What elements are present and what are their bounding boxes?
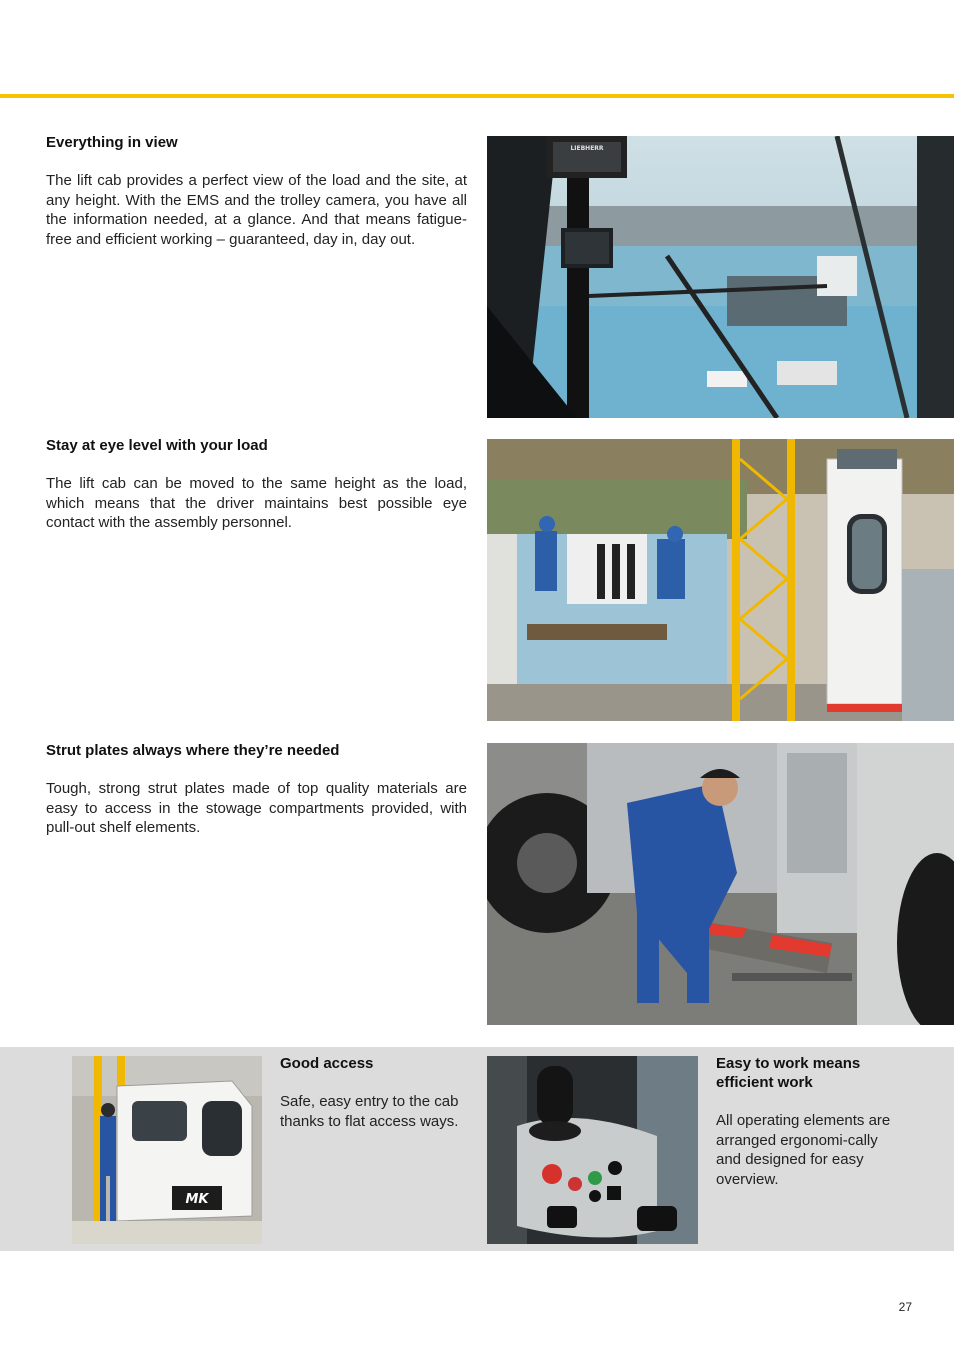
feature-easy-to-work bbox=[716, 1054, 896, 1189]
photo-eye-level-load bbox=[487, 439, 954, 721]
feature-title: Good access bbox=[280, 1055, 374, 1072]
feature-good-access bbox=[280, 1054, 470, 1131]
photo-strut-plates bbox=[487, 743, 954, 1025]
photo-operating-controls bbox=[487, 1056, 698, 1244]
section-body: Tough, strong strut plates made of top quality materials are easy to access in the stowage compartments provided, with pull-out shelf elements. bbox=[46, 780, 467, 836]
section-everything-in-view bbox=[46, 133, 467, 249]
section-eye-level bbox=[46, 436, 467, 533]
header-accent-rule bbox=[0, 94, 954, 98]
photo-cab-access bbox=[72, 1056, 262, 1244]
section-body: The lift cab provides a perfect view of the load and the site, at any height. With the EMS and the trolley camera, you have all the information needed, at a glance. And that means fatigue-free and efficient working – guaranteed, day in, day out. bbox=[46, 172, 467, 248]
cab-label-text: MK bbox=[185, 1192, 209, 1207]
page-number: 27 bbox=[898, 1300, 912, 1314]
section-body: The lift cab can be moved to the same height as the load, which means that the driver maintains best possible eye contact with the assembly personnel. bbox=[46, 475, 467, 531]
feature-body: Safe, easy entry to the cab thanks to flat access ways. bbox=[280, 1093, 459, 1130]
feature-body: All operating elements are arranged ergonomi-cally and designed for easy overview. bbox=[716, 1112, 891, 1188]
section-title: Strut plates always where they’re needed bbox=[46, 742, 340, 759]
section-title: Everything in view bbox=[46, 134, 178, 151]
section-title: Stay at eye level with your load bbox=[46, 437, 268, 454]
section-strut-plates bbox=[46, 741, 467, 838]
feature-title: Easy to work means efficient work bbox=[716, 1055, 861, 1091]
photo-cab-view bbox=[487, 136, 954, 418]
photo-brand-text: LIEBHERR bbox=[570, 145, 604, 152]
